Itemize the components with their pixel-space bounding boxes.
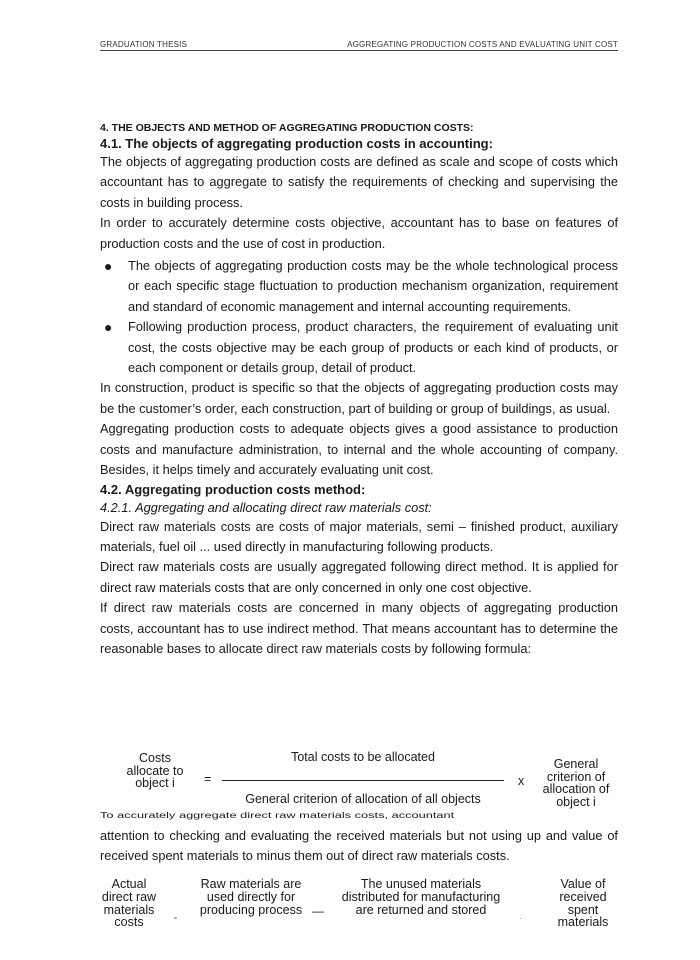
- formula2-term4: Value of received spent materials: [557, 877, 609, 930]
- list-item: [100, 317, 618, 378]
- clipped-line: [100, 805, 618, 823]
- formula-times: x: [518, 774, 525, 788]
- paragraph-8: attention to checking and evaluating the received materials but not using up and value of received spent materials to minus them out of direct raw materials costs.: [100, 828, 618, 864]
- bullet-list: [100, 256, 618, 378]
- formula-lhs: Costs allocate to object i: [126, 751, 184, 790]
- paragraph-7: If direct raw materials costs are concerned in many objects of aggregating production costs, accountant has to use indirect method. That means accountant has to determine the reasonable bases to allocate direct raw materials costs by following formula:: [100, 600, 618, 656]
- formula-denominator: General criterion of allocation of all objects: [245, 792, 481, 806]
- list-item: [100, 256, 618, 317]
- main-content: [100, 121, 618, 659]
- header-left: GRADUATION THESIS: [100, 40, 188, 49]
- formula2-sym3: -: [520, 916, 522, 922]
- paragraph-8-wrap: [100, 826, 618, 867]
- formula-numerator: Total costs to be allocated: [291, 750, 435, 764]
- formula2-term2: Raw materials are used directly for producing process: [199, 877, 303, 917]
- header-right: AGGREGATING PRODUCTION COSTS AND EVALUATING UNIT COST: [347, 40, 618, 49]
- section-heading-4-1: 4.1. The objects of aggregating production costs in accounting:: [100, 136, 493, 151]
- paragraph-3: In construction, product is specific so that the objects of aggregating production costs may be the customer’s order, each construction, part of building or group of buildings, as usual.: [100, 380, 618, 416]
- bullet-text: The objects of aggregating production costs may be the whole technological process or each specific stage fluctuation to production mechanism organization, requirement and standard of economic management and internal accounting requirements.: [128, 258, 618, 314]
- section-heading-4: 4. THE OBJECTS AND METHOD OF AGGREGATING PRODUCTION COSTS:: [100, 122, 474, 134]
- bullet-icon: ●: [104, 319, 113, 336]
- paragraph-2: In order to accurately determine costs objective, accountant has to base on features of production costs and the use of cost in production.: [100, 215, 618, 251]
- section-heading-4-2-1: 4.2.1. Aggregating and allocating direct raw materials cost:: [100, 499, 432, 515]
- formula-equals: =: [204, 772, 212, 786]
- formula-rhs: General criterion of allocation of object i: [542, 757, 610, 809]
- clipped-text: To accurately aggregate direct raw materials costs, accountant: [100, 810, 455, 821]
- section-heading-4-2: 4.2. Aggregating production costs method:: [100, 481, 366, 497]
- fraction-bar: [222, 780, 504, 781]
- formula2-term3: The unused materials distributed for manufacturing are returned and stored: [341, 877, 501, 917]
- paragraph-5: Direct raw materials costs are costs of major materials, semi – finished product, auxiliary materials, fuel oil ... used directly in manufacturing following products.: [100, 518, 618, 554]
- allocation-formula: [100, 750, 618, 812]
- paragraph-6: Direct raw materials costs are usually aggregated following direct method. It is applied for direct raw materials costs that are only concerned in only one cost objective.: [100, 559, 618, 595]
- bullet-icon: ●: [104, 258, 113, 275]
- bullet-text: Following production process, product characters, the requirement of evaluating unit cost, the costs objective may be each group of products or each kind of products, or each component or details group, detail of product.: [128, 319, 618, 376]
- actual-cost-formula: [100, 876, 618, 936]
- paragraph-1: The objects of aggregating production costs are defined as scale and scope of costs which accountant has to aggregate to satisfy the requirements of checking and supervising the costs in building process.: [100, 154, 618, 210]
- header-rule: [100, 50, 618, 51]
- formula2-sym2: —: [312, 904, 324, 918]
- formula2-sym1: =: [174, 916, 177, 922]
- paragraph-4: Aggregating production costs to adequate objects gives a good assistance to production costs and manufacture administration, to internal and the whole accounting of company. Besides, it helps timely and accurately evaluating unit cost.: [100, 421, 618, 478]
- formula2-term1: Actual direct raw materials costs: [101, 877, 157, 930]
- page-header: [100, 40, 618, 52]
